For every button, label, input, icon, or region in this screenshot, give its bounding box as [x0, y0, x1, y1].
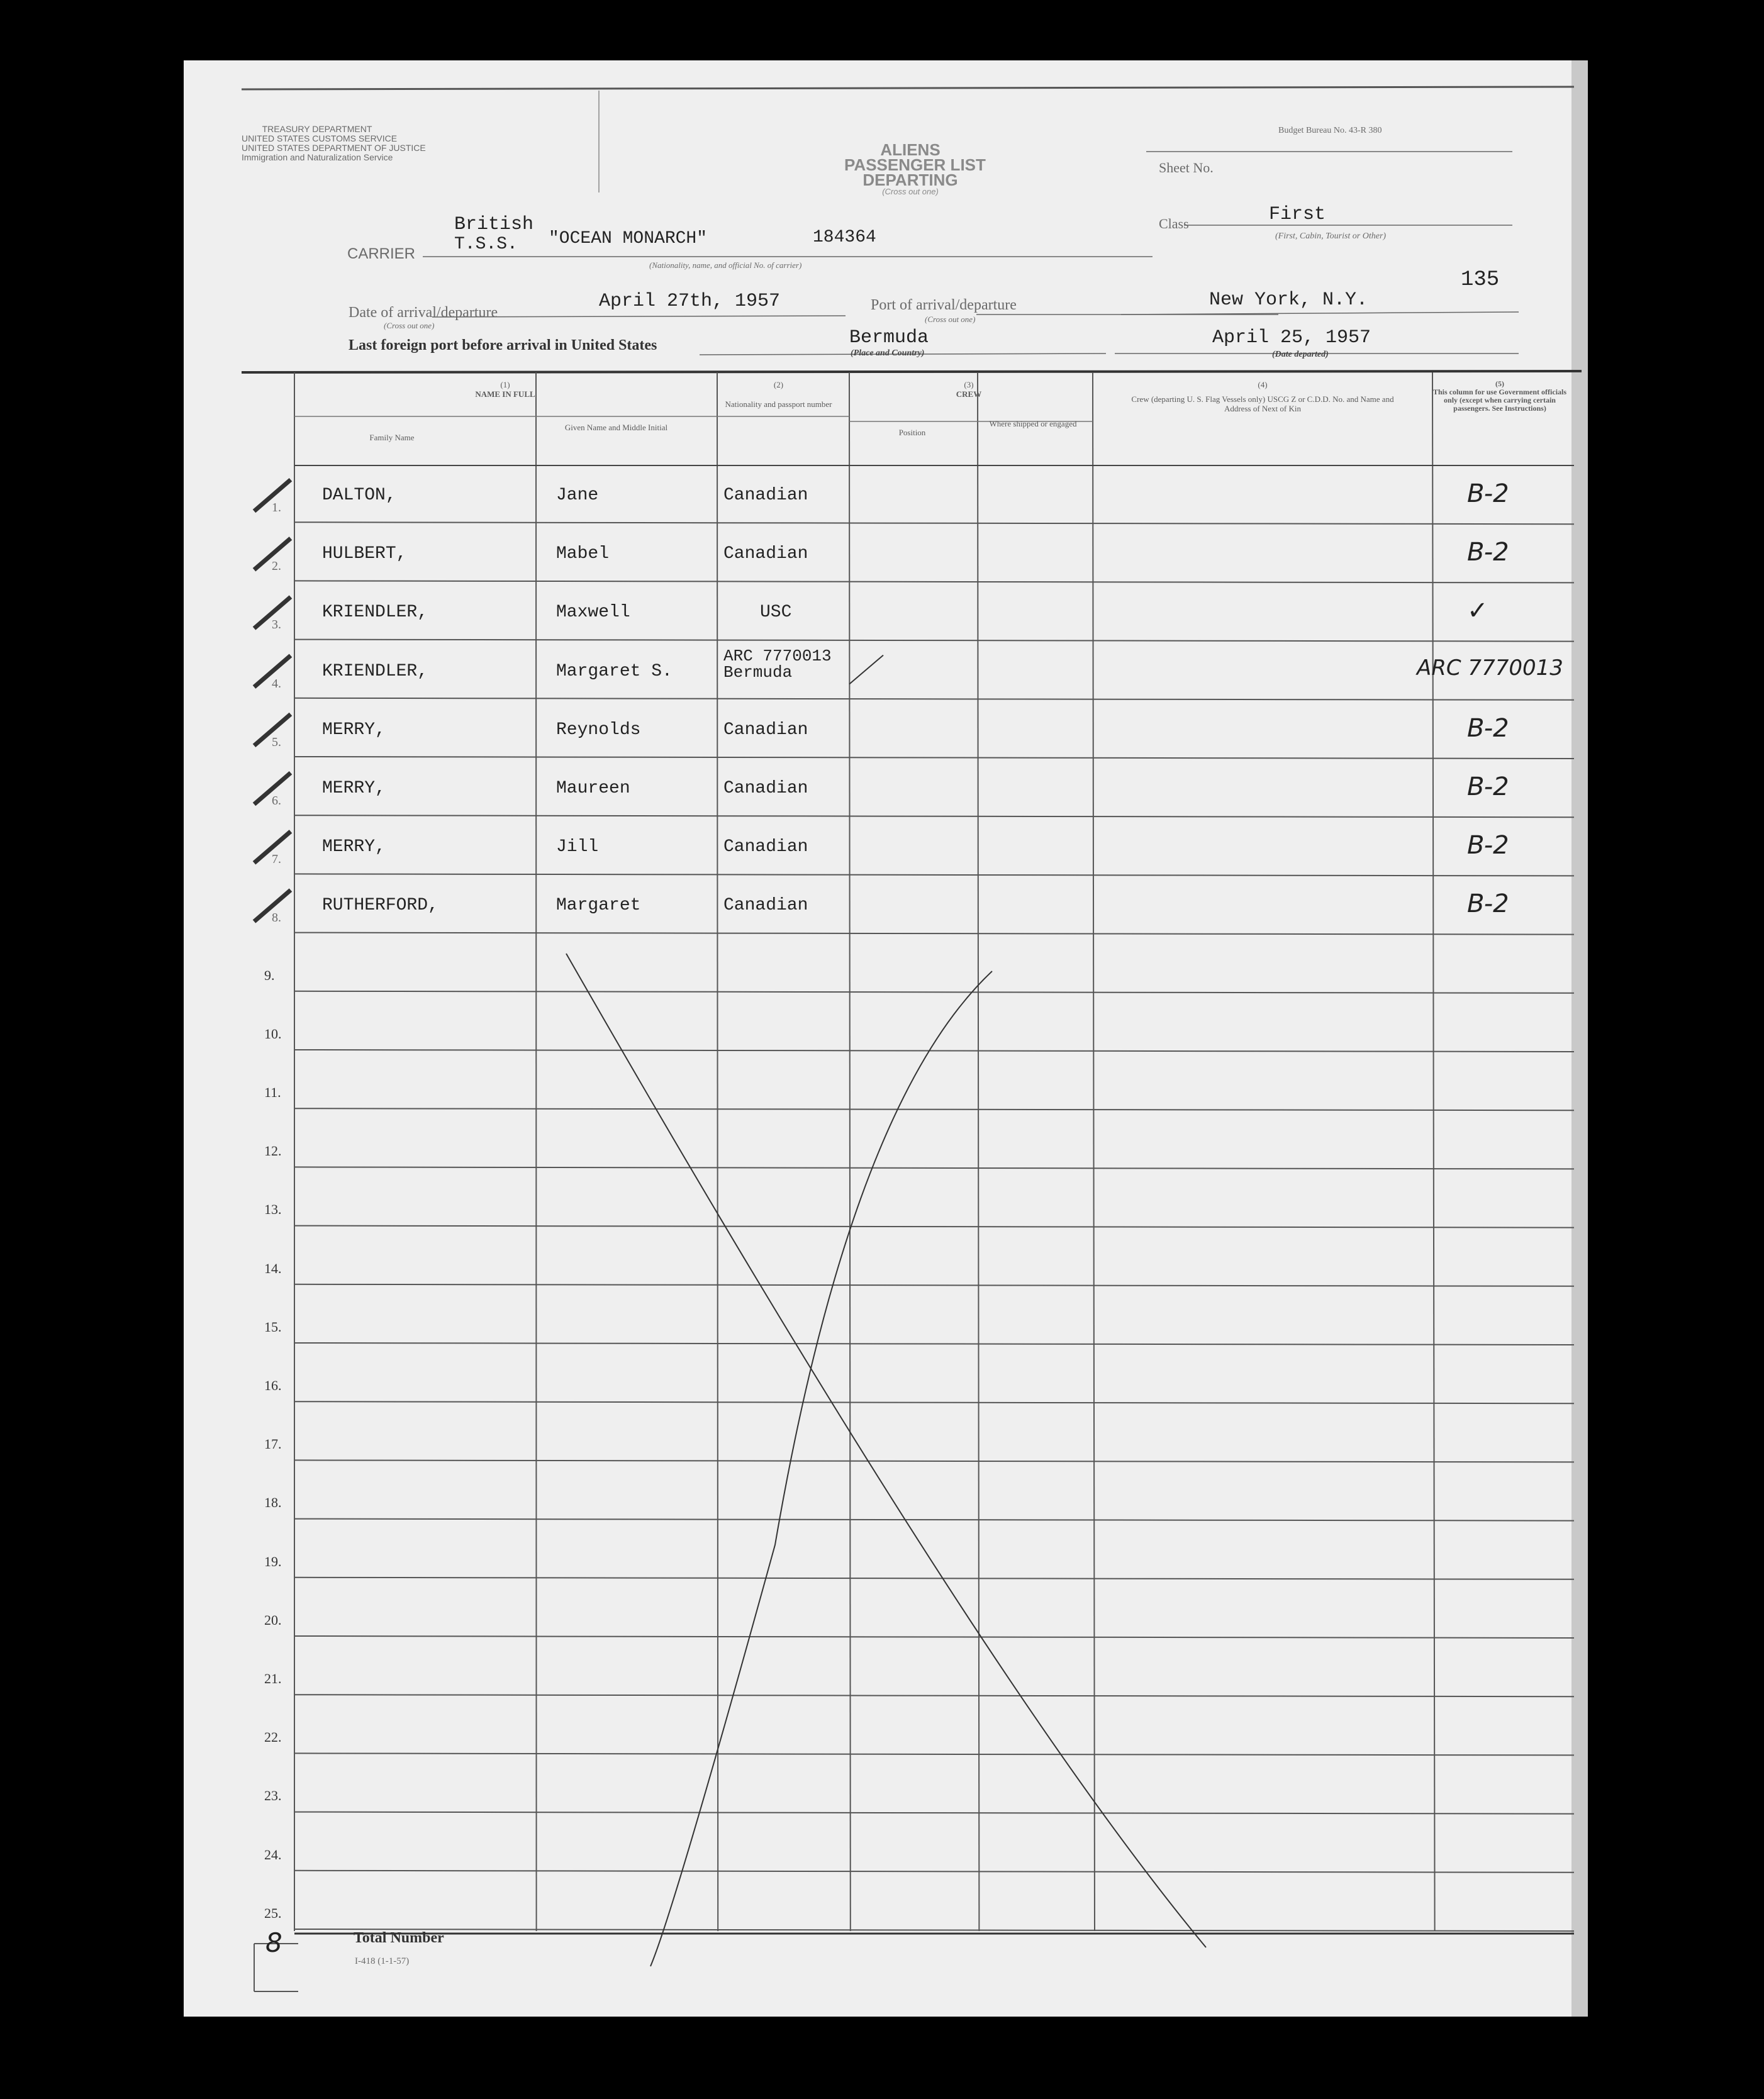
agency-line-4: Immigration and Naturalization Service	[242, 152, 393, 162]
nationality: ARC 7770013	[723, 646, 832, 665]
col1-header	[294, 380, 716, 399]
form-id: I-418 (1-1-57)	[355, 1956, 410, 1966]
top-rule	[242, 87, 1574, 89]
carrier-vessel-name: "OCEAN MONARCH"	[549, 229, 708, 248]
row-number: 13.	[264, 1201, 282, 1218]
row-number: 1.	[272, 501, 281, 515]
row-rule	[294, 1578, 1574, 1579]
row-rule	[294, 1753, 1574, 1755]
given-name: Margaret	[556, 896, 641, 916]
carrier-label: CARRIER	[347, 245, 416, 262]
form-title-note: (Cross out one)	[882, 187, 939, 196]
row-rule	[294, 874, 1574, 876]
port-arrival-label: Port of arrival/departure	[871, 297, 1017, 313]
class-label: Class	[1159, 216, 1189, 231]
row-number: 24.	[264, 1846, 282, 1862]
row-rule	[294, 581, 1574, 582]
official-status: ✓	[1467, 596, 1488, 626]
col4-header	[1093, 380, 1432, 413]
given-name: Margaret S.	[556, 661, 673, 681]
row-number: 6.	[272, 794, 281, 808]
row-number: 20.	[264, 1612, 282, 1628]
nationality: Canadian	[723, 896, 808, 916]
col2-title: Nationality and passport number	[725, 399, 832, 409]
row-number: 14.	[264, 1260, 282, 1276]
col5-number: (5)	[1495, 379, 1504, 388]
col1a-header: Family Name	[369, 433, 415, 442]
passenger-list-sheet	[184, 60, 1588, 2017]
agency-line-2: UNITED STATES CUSTOMS SERVICE	[242, 133, 398, 143]
carrier-official-no: 184364	[813, 228, 876, 247]
total-number-value: 8	[265, 1927, 282, 1958]
column-rule	[849, 372, 851, 1931]
row-number: 23.	[264, 1788, 282, 1804]
class-value: First	[1269, 204, 1326, 225]
header-heavy-rule	[242, 371, 1582, 372]
given-name: Jill	[556, 837, 599, 857]
family-name: KRIENDLER,	[322, 603, 428, 623]
official-status: B-2	[1467, 538, 1509, 567]
row-number: 11.	[264, 1084, 281, 1100]
col3-title: CREW	[956, 389, 982, 399]
row-number: 19.	[264, 1553, 282, 1569]
row-rule	[294, 1695, 1574, 1696]
column-rule	[1093, 372, 1095, 1931]
row-rule	[294, 1226, 1574, 1228]
date-arrival-label: Date of arrival/departure	[349, 304, 498, 321]
carrier-nationality: British	[454, 214, 534, 235]
row-number: 10.	[264, 1025, 282, 1042]
official-status: ARC 7770013	[1417, 655, 1563, 681]
row-number: 12.	[264, 1143, 282, 1159]
official-status: B-2	[1467, 889, 1509, 919]
agency-line-1: TREASURY DEPARTMENT	[262, 124, 372, 134]
nationality: Canadian	[723, 486, 808, 505]
row-rule	[294, 1284, 1574, 1286]
budget-bureau-number: Budget Bureau No. 43-R 380	[1278, 126, 1382, 135]
family-name: MERRY,	[322, 837, 386, 857]
cross-out-stroke-b	[650, 971, 992, 1966]
last-port-label: Last foreign port before arrival in United States	[349, 337, 657, 354]
row-rule	[294, 1108, 1574, 1110]
col3b-header: Where shipped or engaged	[989, 419, 1077, 428]
form-title	[844, 140, 986, 196]
family-name: RUTHERFORD,	[322, 896, 438, 916]
crew-check-mark	[849, 655, 883, 684]
sheet-no-label: Sheet No.	[1159, 160, 1214, 175]
col1b-header: Given Name and Middle Initial	[564, 423, 668, 432]
row-number: 7.	[272, 852, 281, 867]
col1-number: (1)	[500, 380, 510, 389]
col2-number: (2)	[773, 380, 784, 389]
form-title-line-2: PASSENGER LIST	[844, 155, 986, 174]
col2-header	[717, 380, 840, 409]
col4-number: (4)	[1258, 380, 1268, 389]
row-number: 18.	[264, 1495, 282, 1511]
official-status: B-2	[1467, 831, 1509, 860]
nationality: Canadian	[723, 779, 808, 798]
date-arrival-value: April 27th, 1957	[599, 291, 781, 312]
row-rule	[294, 1401, 1574, 1403]
col3-header	[849, 380, 1088, 399]
family-name: KRIENDLER,	[322, 661, 428, 681]
column-rule	[536, 372, 537, 1931]
family-name: HULBERT,	[322, 544, 407, 564]
family-name: MERRY,	[322, 720, 386, 740]
given-name: Jane	[556, 486, 599, 505]
port-arrival-cross-note: (Cross out one)	[925, 315, 976, 324]
col3a-header: Position	[898, 428, 926, 437]
nationality: USC	[760, 603, 792, 623]
date-departed-caption: (Date departed)	[1272, 350, 1329, 359]
cross-out-stroke-a	[566, 954, 1206, 1947]
page-number: 135	[1461, 268, 1500, 292]
date-departed-value: April 25, 1957	[1212, 327, 1371, 348]
column-rule	[1432, 372, 1435, 1931]
nationality: Canadian	[723, 720, 808, 740]
row-rule	[294, 991, 1574, 993]
form-title-line-1: ALIENS	[880, 140, 941, 159]
official-status: B-2	[1467, 772, 1509, 801]
row-rule	[294, 1519, 1574, 1521]
port-arrival-value: New York, N.Y.	[1209, 289, 1368, 311]
carrier-vessel-type: T.S.S.	[454, 235, 518, 254]
agency-header	[242, 124, 426, 162]
given-name: Reynolds	[556, 720, 641, 740]
row-rule	[294, 1460, 1574, 1462]
row-rule	[294, 1812, 1574, 1814]
row-number: 22.	[264, 1729, 282, 1745]
row-rule	[294, 1167, 1574, 1169]
col4-title: Crew (departing U. S. Flag Vessels only) USCG Z or C.D.D. No. and Name and Address of Next of Kin	[1131, 394, 1394, 413]
column-rule	[717, 372, 718, 1931]
agency-line-3: UNITED STATES DEPARTMENT OF JUSTICE	[242, 143, 426, 153]
row-number: 2.	[272, 559, 281, 574]
official-status: B-2	[1467, 479, 1509, 508]
row-number: 16.	[264, 1378, 282, 1393]
row-rule	[294, 1929, 1574, 1931]
row-rule	[294, 1636, 1574, 1638]
row-rule	[294, 522, 1574, 524]
col1-title: NAME IN FULL	[475, 389, 535, 399]
col3-number: (3)	[964, 380, 974, 389]
row-number: 17.	[264, 1436, 282, 1452]
given-name: Maureen	[556, 779, 630, 798]
col5-title: This column for use Government officials only (except when carrying certain passengers. See Instructions)	[1432, 387, 1567, 413]
date-arrival-cross-note: (Cross out one)	[384, 321, 435, 330]
row-rule	[294, 1343, 1574, 1345]
col5-header	[1432, 380, 1567, 413]
row-number: 4.	[272, 676, 281, 691]
port-arrival-underline-b	[1121, 312, 1519, 315]
row-number: 15.	[264, 1318, 282, 1335]
row-number: 3.	[272, 618, 281, 632]
row-number: 5.	[272, 735, 281, 749]
place-caption: (Place and Country)	[851, 348, 925, 358]
row-rule	[294, 640, 1574, 642]
given-name: Maxwell	[556, 603, 630, 623]
row-number: 25.	[264, 1905, 282, 1921]
official-status: B-2	[1467, 713, 1509, 743]
row-rule	[294, 933, 1574, 935]
nationality: Canadian	[723, 544, 808, 564]
class-options-caption: (First, Cabin, Tourist or Other)	[1275, 231, 1387, 241]
row-rule	[294, 698, 1574, 700]
carrier-caption: (Nationality, name, and official No. of carrier)	[649, 260, 802, 270]
nationality: Canadian	[723, 837, 808, 857]
form-title-line-3: DEPARTING	[862, 170, 958, 189]
row-number: 21.	[264, 1671, 282, 1686]
total-number-label: Total Number	[354, 1930, 444, 1946]
row-rule	[294, 757, 1574, 759]
row-rule	[294, 1871, 1574, 1873]
row-number: 8.	[272, 911, 281, 925]
row-rule	[294, 815, 1574, 817]
given-name: Mabel	[556, 544, 610, 564]
last-port-value: Bermuda	[849, 327, 929, 348]
row-number: 9.	[264, 967, 275, 983]
column-rule	[978, 372, 979, 1931]
family-name: DALTON,	[322, 486, 396, 505]
row-rule	[294, 1050, 1574, 1052]
nationality-second-line: Bermuda	[723, 662, 793, 682]
family-name: MERRY,	[322, 779, 386, 798]
